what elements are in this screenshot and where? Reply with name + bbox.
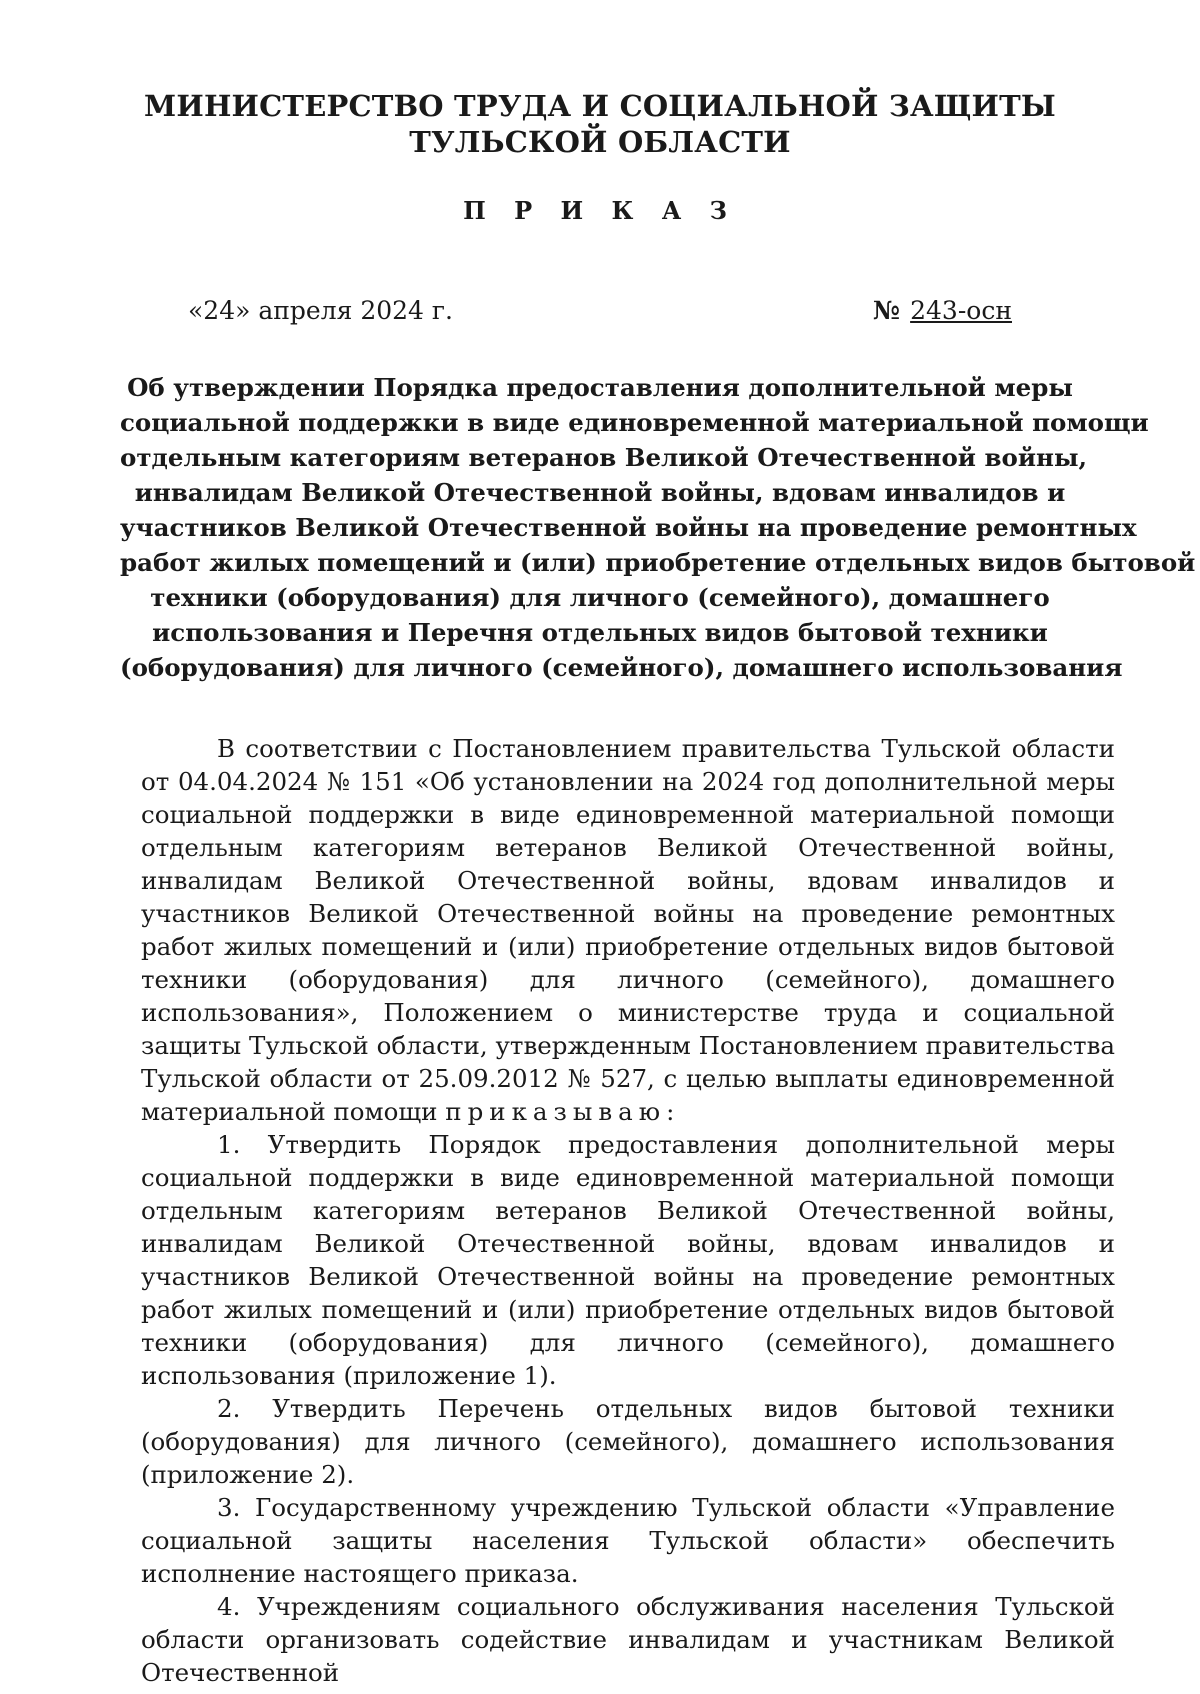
document-body bbox=[141, 732, 1115, 1689]
title-line: использования и Перечня отдельных видов бытовой техники bbox=[152, 618, 1048, 647]
order-item-4: 4. Учреждениям социального обслуживания населения Тульской области организовать содействие инвалидам и участникам Великой Отечественной bbox=[141, 1592, 1115, 1687]
title-line: социальной поддержки в виде единовременной материальной помощи bbox=[120, 408, 1149, 437]
organization-header bbox=[0, 88, 1200, 160]
order-item-1: 1. Утвердить Порядок предоставления дополнительной меры социальной поддержки в виде единовременной материальной помощи отдельным категориям ветеранов Великой Отечественной войны, инвалидам Великой Отечественной войны, вдовам инвалидов и участников Великой Отечественной войны на проведение ремонтных работ жилых помещений и (или) приобретение отдельных видов бытовой техники (оборудования) для личного (семейного), домашнего использования (приложение 1). bbox=[141, 1130, 1115, 1390]
document-date-value: «24» апреля 2024 г. bbox=[188, 296, 453, 325]
preamble-paragraph bbox=[141, 732, 1115, 1128]
title-line: Об утверждении Порядка предоставления дополнительной меры bbox=[127, 373, 1073, 402]
title-line: участников Великой Отечественной войны на проведение ремонтных bbox=[120, 513, 1137, 542]
order-item-3: 3. Государственному учреждению Тульской области «Управление социальной защиты населения Тульской области» обеспечить исполнение настоящего приказа. bbox=[141, 1493, 1115, 1588]
title-line: работ жилых помещений и (или) приобретение отдельных видов бытовой bbox=[120, 548, 1196, 577]
title-line: (оборудования) для личного (семейного), домашнего использования bbox=[120, 653, 1123, 682]
number-sign: № bbox=[872, 296, 901, 325]
org-line-2: ТУЛЬСКОЙ ОБЛАСТИ bbox=[409, 125, 791, 159]
document-number-value: 243-осн bbox=[910, 296, 1012, 325]
order-word: приказываю: bbox=[445, 1097, 681, 1126]
title-line: инвалидам Великой Отечественной войны, вдовам инвалидов и bbox=[134, 478, 1066, 507]
document-type: П Р И К А З bbox=[463, 196, 737, 225]
preamble-text: В соответствии с Постановлением правительства Тульской области от 04.04.2024 № 151 «Об установлении на 2024 год дополнительной меры социальной поддержки в виде единовременной материальной помощи отдельным категориям ветеранов Великой Отечественной войны, инвалидам Великой Отечественной войны, вдовам инвалидов и участников Великой Отечественной войны на проведение ремонтных работ жилых помещений и (или) приобретение отдельных видов бытовой техники (оборудования) для личного (семейного), домашнего использования», Положением о министерстве труда и социальной защиты Тульской области, утвержденным Постановлением правительства Тульской области от 25.09.2012 № 527, с целью выплаты единовременной материальной помощи bbox=[141, 734, 1115, 1126]
title-line: отдельным категориям ветеранов Великой Отечественной войны, bbox=[120, 443, 1088, 472]
title-line: техники (оборудования) для личного (семейного), домашнего bbox=[150, 583, 1050, 612]
org-line-1: МИНИСТЕРСТВО ТРУДА И СОЦИАЛЬНОЙ ЗАЩИТЫ bbox=[144, 89, 1056, 123]
document-title bbox=[120, 370, 1196, 685]
document-number bbox=[873, 296, 1012, 326]
document-date bbox=[188, 296, 453, 326]
order-item-2: 2. Утвердить Перечень отдельных видов бытовой техники (оборудования) для личного (семейного), домашнего использования (приложение 2). bbox=[141, 1394, 1115, 1489]
